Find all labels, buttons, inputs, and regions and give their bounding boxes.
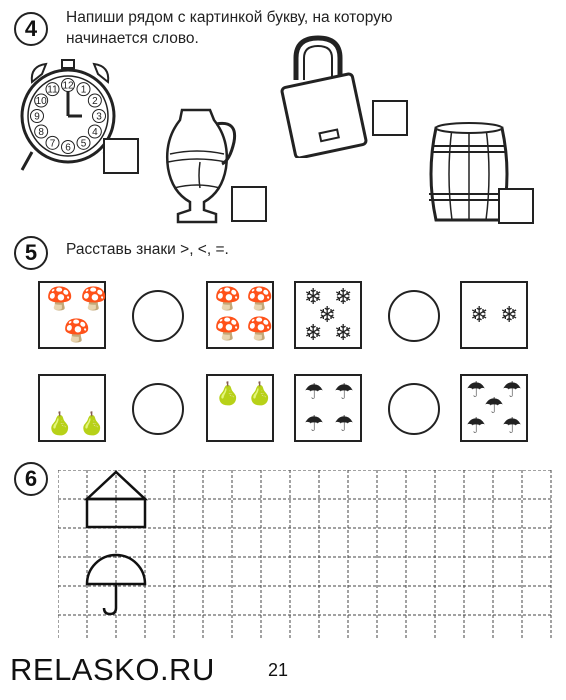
pear-icon: 🍐	[246, 382, 274, 407]
clock-numeral: 12	[62, 80, 74, 92]
mushroom-frame-right	[206, 281, 274, 349]
snowflake-icon: ❄	[334, 321, 353, 346]
pear-icon: 🍐	[46, 412, 74, 437]
mushroom-icon: 🍄	[246, 287, 274, 312]
clock-numeral: 3	[96, 111, 102, 123]
answer-box-barrel[interactable]	[498, 188, 534, 224]
compare-circle-mushrooms[interactable]	[132, 290, 184, 342]
pear-icon: 🍐	[78, 412, 106, 437]
clock-numeral: 6	[65, 142, 71, 154]
compare-circle-umbrellas[interactable]	[388, 383, 440, 435]
clock-numeral: 9	[34, 111, 40, 123]
compare-circle-pears[interactable]	[132, 383, 184, 435]
task-5-instruction: Расставь знаки >, <, =.	[66, 241, 229, 258]
umbrella-sample-figure	[87, 555, 145, 614]
task-4-number: 4	[14, 12, 48, 46]
snowflake-icon: ❄	[470, 303, 489, 328]
umbrella-icon: ☂	[304, 412, 324, 437]
snowflake-icon: ❄	[304, 321, 323, 346]
mushroom-icon: 🍄	[214, 287, 242, 312]
footer-site-watermark: RELASKO.RU	[10, 652, 215, 687]
clock-numeral: 10	[35, 96, 47, 107]
umbrella-frame-right	[460, 374, 528, 442]
pear-frame-right	[206, 374, 274, 442]
umbrella-icon: ☂	[334, 380, 354, 405]
mushroom-icon: 🍄	[246, 317, 274, 342]
page-number: 21	[268, 660, 289, 680]
umbrella-icon: ☂	[466, 378, 486, 403]
snowflake-icon: ❄	[500, 303, 519, 328]
umbrella-frame-left	[294, 374, 362, 442]
task-4-instruction-line-1: Напиши рядом с картинкой букву, на которую	[66, 9, 393, 26]
snowflake-icon: ❄	[318, 303, 337, 328]
snowflake-frame-left	[294, 281, 362, 349]
snowflake-icon: ❄	[304, 285, 323, 310]
task-6-number: 6	[14, 462, 48, 496]
compare-circle-snowflakes[interactable]	[388, 290, 440, 342]
umbrella-icon: ☂	[502, 378, 522, 403]
pear-icon: 🍐	[214, 382, 242, 407]
answer-box-jug[interactable]	[231, 186, 267, 222]
clock-numeral: 1	[80, 84, 87, 96]
clock-numeral: 2	[92, 96, 98, 107]
clock-numeral: 5	[80, 138, 87, 150]
mushroom-icon: 🍄	[214, 317, 242, 342]
padlock-picture	[278, 34, 372, 158]
snowflake-frame-right	[460, 281, 528, 349]
pear-frame-left	[38, 374, 106, 442]
answer-box-padlock[interactable]	[372, 100, 408, 136]
umbrella-icon: ☂	[304, 380, 324, 405]
umbrella-icon: ☂	[502, 414, 522, 439]
mushroom-icon: 🍄	[63, 319, 91, 344]
mushroom-icon: 🍄	[80, 287, 108, 312]
clock-numeral: 11	[47, 84, 58, 96]
task-5-number: 5	[14, 236, 48, 270]
clock-numeral: 4	[92, 127, 98, 138]
umbrella-icon: ☂	[466, 414, 486, 439]
drawing-grid[interactable]	[58, 470, 552, 640]
mushroom-frame-left	[38, 281, 106, 349]
clock-numeral: 7	[49, 138, 56, 150]
task-4-instruction-line-2: начинается слово.	[66, 30, 199, 47]
answer-box-clock[interactable]	[103, 138, 139, 174]
umbrella-icon: ☂	[334, 412, 354, 437]
umbrella-icon: ☂	[484, 394, 504, 419]
clock-numeral: 8	[38, 127, 44, 138]
snowflake-icon: ❄	[334, 285, 353, 310]
mushroom-icon: 🍄	[46, 287, 74, 312]
